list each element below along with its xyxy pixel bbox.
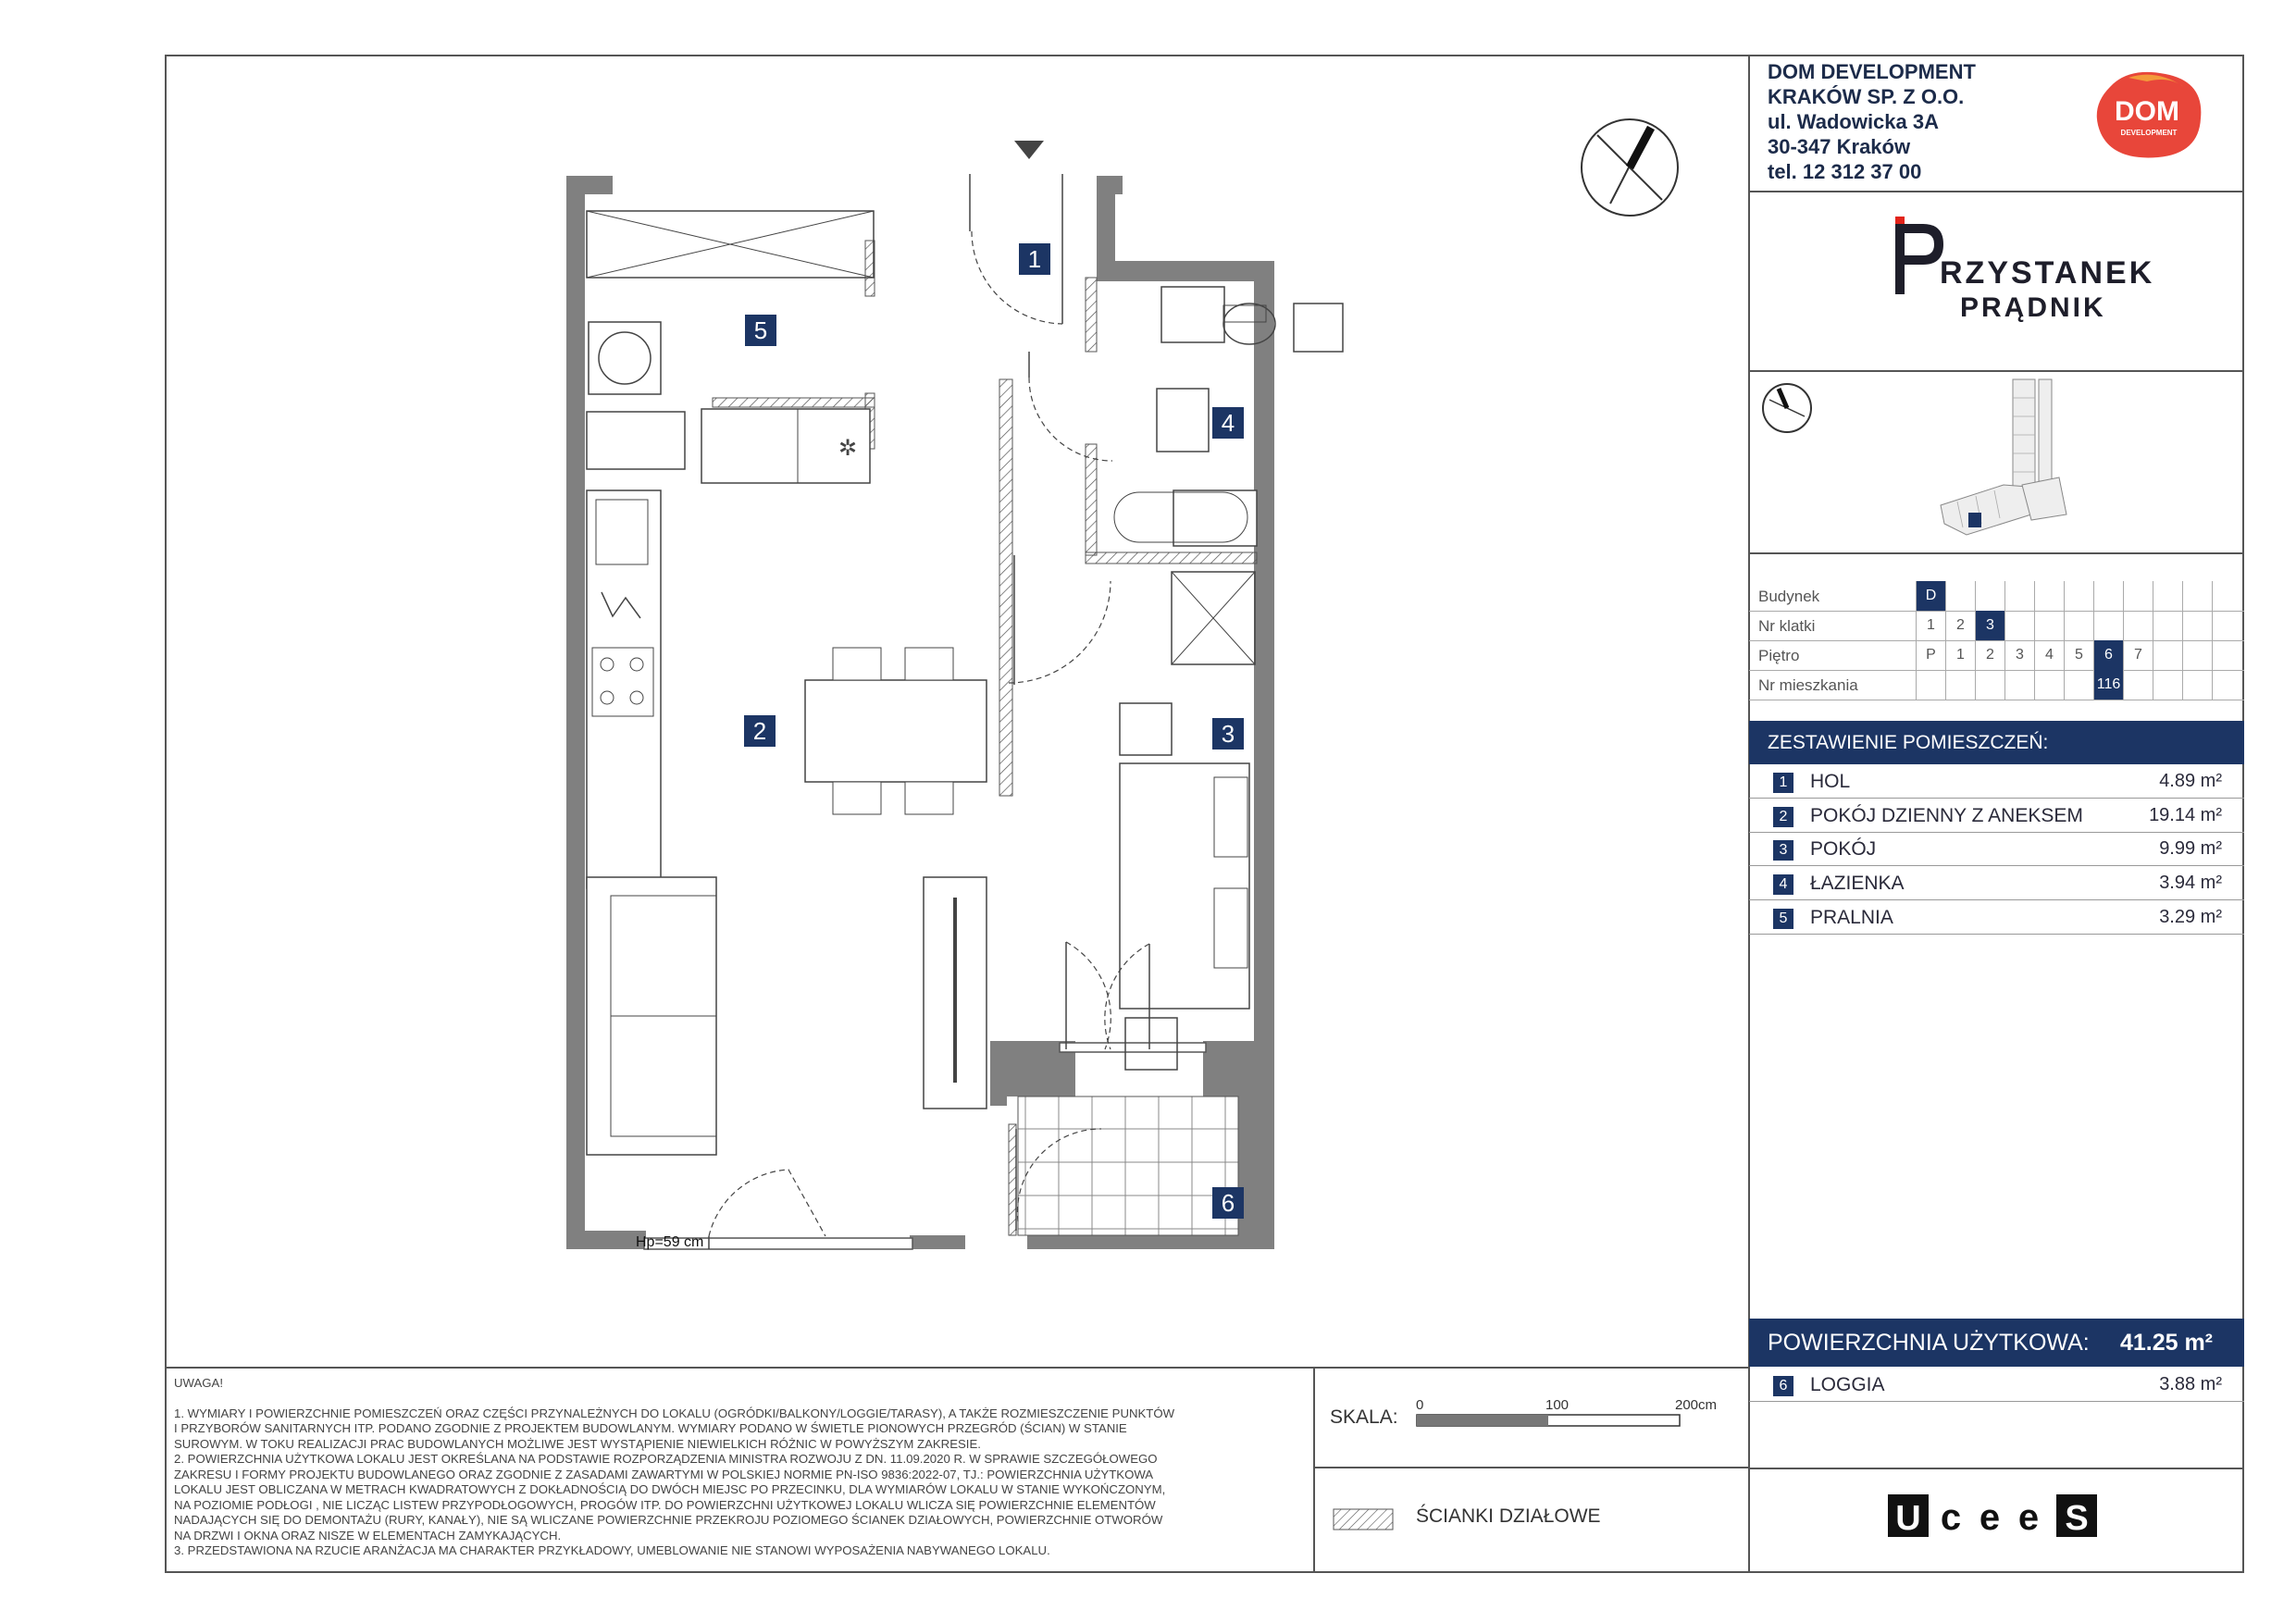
- table-cell: [1975, 670, 2004, 700]
- table-cell: 7: [2123, 640, 2153, 670]
- room-name: ŁAZIENKA: [1810, 873, 1905, 894]
- table-cell: [2123, 611, 2153, 640]
- room-row: [1749, 833, 2244, 866]
- project-name-line1: RZYSTANEK: [1940, 255, 2155, 291]
- header-divider-1: [1749, 191, 2244, 192]
- room-name: POKÓJ DZIENNY Z ANEKSEM: [1810, 805, 2083, 826]
- room-number-badge: 1: [1773, 773, 1793, 793]
- room-row: [1749, 867, 2244, 900]
- table-cell: [2153, 611, 2182, 640]
- table-cell: 4: [2034, 640, 2064, 670]
- table-cell: 2: [1945, 611, 1975, 640]
- usable-area-bar: [1749, 1319, 2244, 1367]
- company-city: 30-347 Kraków: [1768, 135, 1911, 158]
- company-street: ul. Wadowicka 3A: [1768, 110, 1940, 133]
- table-cell: [2034, 611, 2064, 640]
- room-name: HOL: [1810, 771, 1851, 792]
- site-compass-icon: [1760, 381, 1814, 440]
- room-number-badge: 6: [1773, 1376, 1793, 1396]
- row-label: Piętro: [1758, 647, 1800, 664]
- table-cell: [2153, 581, 2182, 611]
- floor-plan: [555, 130, 1425, 1337]
- table-cell: 1: [1945, 640, 1975, 670]
- row-label: Nr mieszkania: [1758, 676, 1858, 694]
- scale-tick: 0: [1416, 1397, 1424, 1413]
- scale-legend-divider: [1313, 1467, 1749, 1468]
- table-cell: [2064, 670, 2093, 700]
- room-number-badge: 2: [1773, 807, 1793, 827]
- extra-room-row: [1749, 1369, 2244, 1402]
- note-line: I PRZYBORÓW SANITARNYCH ITP. PODANO ZGODNIE Z PROJEKTEM BUDOWLANYM. WYMIARY PODANO W ŚWIETLE PIONOWYCH PRZEGRÓD (ŚCIAN) W STANIE: [174, 1421, 1127, 1435]
- svg-text:e: e: [2017, 1497, 2040, 1538]
- compass-icon: [1579, 117, 1681, 223]
- header-divider-3: [1749, 552, 2244, 554]
- table-cell: D: [1916, 581, 1945, 611]
- table-cell: 6: [2093, 640, 2123, 670]
- table-row-apartment: [1749, 670, 2244, 700]
- company-phone: tel. 12 312 37 00: [1768, 160, 1922, 183]
- table-cell: [2182, 581, 2212, 611]
- room-area: 4.89 m²: [2159, 771, 2222, 791]
- table-cell: 1: [1916, 611, 1945, 640]
- table-cell: [2123, 581, 2153, 611]
- room-label-1: 1: [1019, 243, 1050, 275]
- project-name-line2: PRĄDNIK: [1960, 292, 2106, 323]
- room-name: LOGGIA: [1810, 1374, 1885, 1395]
- table-cell: [2212, 670, 2241, 700]
- room-area: 19.14 m²: [2149, 805, 2222, 825]
- table-cell: [2034, 581, 2064, 611]
- scale-tick: 200cm: [1675, 1397, 1718, 1413]
- room-row: [1749, 799, 2244, 833]
- note-line: 2. POWIERZCHNIA UŻYTKOWA LOKALU JEST OKREŚLANA NA PODSTAWIE ROZPORZĄDZENIA MINISTRA ROZWOJU Z DN. 11.09.2020 R. W SPRAWIE SZCZEGÓŁOWEGO: [174, 1452, 1158, 1466]
- svg-text:U: U: [1895, 1499, 1921, 1538]
- window-sill-height-label: Hp=59 cm: [636, 1234, 704, 1250]
- note-line: ZAKRESU I FORMY PROJEKTU BUDOWLANEGO ORAZ ZGODNIE Z ZASADAMI ZAWARTYMI W POLSKIEJ NORMIE PN-ISO 9836:2022-07, TJ.: POWIERZCHNIA UŻYTKOWA: [174, 1467, 1154, 1481]
- table-cell: 116: [2093, 670, 2123, 700]
- table-row-staircase: [1749, 611, 2244, 641]
- project-logo-p-icon: [1895, 217, 1945, 294]
- room-row: [1749, 901, 2244, 935]
- room-label-5: 5: [745, 315, 776, 346]
- table-cell: [1945, 581, 1975, 611]
- table-cell: [2123, 670, 2153, 700]
- note-line: NA POZIOMIE PODŁOGI , NIE LICZĄC LISTEW PRZYPODŁOGOWYCH, PROGÓW ITP. DO POWIERZCHNI UŻYTKOWEJ LOKALU WLICZA SIĘ POWIERZCHNIE ELEMENTÓW: [174, 1497, 1156, 1512]
- table-cell: [2182, 640, 2212, 670]
- room-area: 3.94 m²: [2159, 873, 2222, 893]
- table-cell: [2212, 581, 2241, 611]
- table-cell: [2064, 611, 2093, 640]
- svg-text:DEVELOPMENT: DEVELOPMENT: [2120, 129, 2178, 137]
- rooms-summary-header: ZESTAWIENIE POMIESZCZEŃ:: [1749, 721, 2244, 764]
- notes-block: [174, 1376, 1285, 1559]
- room-name: PRALNIA: [1810, 907, 1893, 928]
- usable-area-value: 41.25 m²: [2119, 1330, 2213, 1356]
- room-number-badge: 5: [1773, 909, 1793, 929]
- table-cell: [1945, 670, 1975, 700]
- company-address: [1768, 59, 1976, 184]
- usable-area-label: POWIERZCHNIA UŻYTKOWA:: [1768, 1330, 2090, 1356]
- notes-divider: [1313, 1367, 1315, 1572]
- ucees-logo: [1888, 1493, 2110, 1543]
- partition-wall-legend-icon: [1333, 1508, 1394, 1535]
- note-line: NADAJĄCYCH SIĘ DO DEMONTAŻU (RURY, KANAŁY), NIE SĄ WLICZANE POWIERZCHNIE PRZEKROJU POZIOMEGO ŚCIANEK DZIAŁOWYCH, POWIERZCHNIE OTWORÓW: [174, 1513, 1163, 1527]
- room-area: 3.29 m²: [2159, 907, 2222, 927]
- note-line: LOKALU JEST OBLICZANA W METRACH KWADRATOWYCH Z DOKŁADNOŚCIĄ DO DWÓCH MIEJSC PO PRZECINKU, DLA WYMIARÓW LOKALU W STANIE WYKOŃCZONYM,: [174, 1482, 1166, 1496]
- table-cell: [1975, 581, 2004, 611]
- header-divider-2: [1749, 370, 2244, 372]
- table-cell: 3: [2004, 640, 2034, 670]
- table-cell: [2064, 581, 2093, 611]
- notes-title: UWAGA!: [174, 1376, 223, 1390]
- header-divider-4: [1749, 1468, 2244, 1469]
- table-cell: 3: [1975, 611, 2004, 640]
- room-area: 3.88 m²: [2159, 1374, 2222, 1394]
- table-cell: [2153, 670, 2182, 700]
- table-cell: [1916, 670, 1945, 700]
- svg-text:e: e: [1979, 1497, 2001, 1538]
- room-label-4: 4: [1212, 407, 1244, 439]
- table-cell: P: [1916, 640, 1945, 670]
- room-number-badge: 3: [1773, 840, 1793, 861]
- table-cell: [2034, 670, 2064, 700]
- row-label: Budynek: [1758, 588, 1820, 605]
- scale-tick: 100: [1545, 1397, 1570, 1413]
- room-number-badge: 4: [1773, 874, 1793, 895]
- room-label-3: 3: [1212, 718, 1244, 750]
- dom-development-logo: [2091, 68, 2206, 161]
- table-row-floor: [1749, 640, 2244, 671]
- table-cell: 2: [1975, 640, 2004, 670]
- note-line: 1. WYMIARY I POWIERZCHNIE POMIESZCZEŃ ORAZ CZĘŚCI PRZYNALEŻNYCH DO LOKALU (OGRÓDKI/BALKONY/LOGGIE/TARASY), A TAKŻE ROZMIESZCZENIE PUNKTÓW: [174, 1406, 1175, 1420]
- note-line: NA DRZWI I OKNA ORAZ NISZE W ELEMENTACH ZAMYKAJĄCYCH.: [174, 1528, 562, 1542]
- scale-label: SKALA:: [1330, 1406, 1398, 1428]
- bottom-panel-divider: [165, 1367, 1749, 1369]
- site-plan-map: [1939, 376, 2087, 547]
- svg-text:c: c: [1940, 1497, 1962, 1538]
- scale-bar: [1416, 1414, 1681, 1431]
- company-name: DOM DEVELOPMENT: [1768, 60, 1976, 83]
- note-line: 3. PRZEDSTAWIONA NA RZUCIE ARANŻACJA MA CHARAKTER PRZYKŁADOWY, UMEBLOWANIE NIE STANOWI WYPOSAŻENIA NABYWANEGO LOKALU.: [174, 1543, 1050, 1557]
- note-line: SUROWYM. W TOKU REALIZACJI PRAC BUDOWLANYCH MOŻLIWE JEST WYSTĄPIENIE NIEWIELKICH RÓŻNIC W POWYŻSZYM ZAKRESIE.: [174, 1436, 981, 1451]
- svg-text:DOM: DOM: [2115, 96, 2179, 127]
- room-name: POKÓJ: [1810, 838, 1877, 860]
- table-cell: [2153, 640, 2182, 670]
- room-area: 9.99 m²: [2159, 838, 2222, 859]
- table-cell: [2212, 640, 2241, 670]
- table-cell: [2182, 670, 2212, 700]
- room-row: [1749, 765, 2244, 799]
- table-cell: [2004, 581, 2034, 611]
- table-cell: 5: [2064, 640, 2093, 670]
- svg-text:✲: ✲: [838, 435, 858, 461]
- table-row-building: [1749, 581, 2244, 612]
- legend-label: ŚCIANKI DZIAŁOWE: [1416, 1505, 1601, 1527]
- svg-text:S: S: [2065, 1499, 2089, 1538]
- table-cell: [2212, 611, 2241, 640]
- company-name-2: KRAKÓW SP. Z O.O.: [1768, 85, 1965, 108]
- table-cell: [2004, 611, 2034, 640]
- table-cell: [2182, 611, 2212, 640]
- room-label-2: 2: [744, 715, 776, 747]
- table-cell: [2004, 670, 2034, 700]
- row-label: Nr klatki: [1758, 617, 1816, 635]
- table-cell: [2093, 611, 2123, 640]
- table-cell: [2093, 581, 2123, 611]
- room-label-6: 6: [1212, 1187, 1244, 1219]
